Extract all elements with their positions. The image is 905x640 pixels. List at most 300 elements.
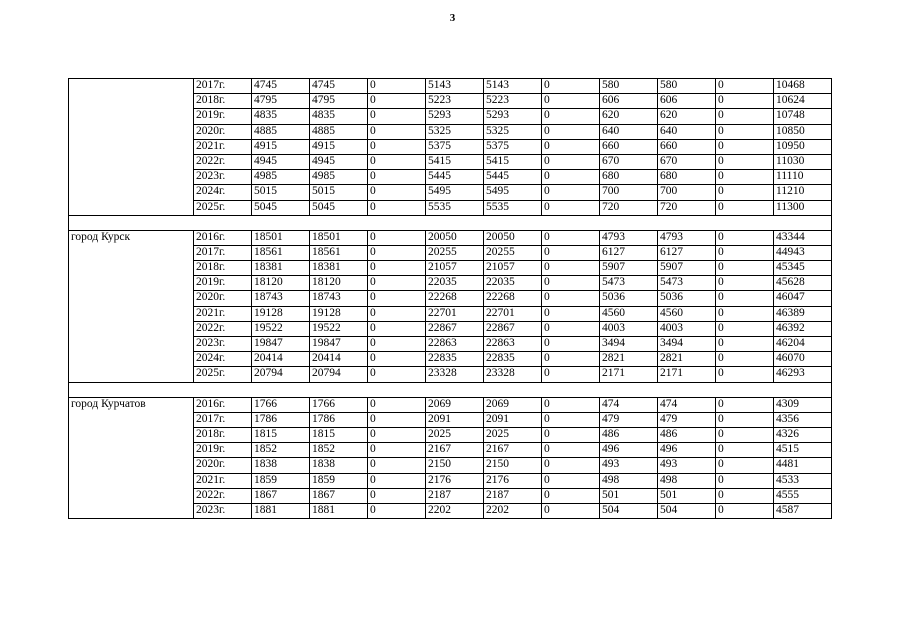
- value-cell: 4985: [310, 170, 368, 185]
- value-cell: 5036: [658, 291, 716, 306]
- value-cell: 0: [368, 503, 426, 518]
- value-cell: 22035: [426, 276, 484, 291]
- value-cell: 680: [658, 170, 716, 185]
- value-cell: 4326: [774, 427, 832, 442]
- value-cell: 18743: [252, 291, 310, 306]
- table-row: [69, 139, 832, 154]
- value-cell: 700: [658, 185, 716, 200]
- value-cell: 22867: [484, 321, 542, 336]
- value-cell: 0: [542, 245, 600, 260]
- value-cell: 19522: [310, 321, 368, 336]
- value-cell: 0: [368, 367, 426, 382]
- value-cell: 19128: [252, 306, 310, 321]
- value-cell: 4533: [774, 473, 832, 488]
- value-cell: 1859: [310, 473, 368, 488]
- value-cell: 22835: [426, 352, 484, 367]
- group-separator-row: [69, 215, 832, 230]
- value-cell: 496: [600, 443, 658, 458]
- value-cell: 1838: [310, 458, 368, 473]
- year-cell: 2023г.: [194, 170, 252, 185]
- value-cell: 0: [542, 321, 600, 336]
- year-cell: 2018г.: [194, 261, 252, 276]
- value-cell: 0: [716, 124, 774, 139]
- value-cell: 700: [600, 185, 658, 200]
- value-cell: 4560: [600, 306, 658, 321]
- year-cell: 2017г.: [194, 79, 252, 94]
- value-cell: 660: [658, 139, 716, 154]
- value-cell: 0: [368, 352, 426, 367]
- value-cell: 22035: [484, 276, 542, 291]
- value-cell: 5223: [426, 94, 484, 109]
- table-body: [69, 79, 832, 519]
- table-row: [69, 503, 832, 518]
- value-cell: 5473: [600, 276, 658, 291]
- value-cell: 0: [368, 79, 426, 94]
- table-row: [69, 230, 832, 245]
- value-cell: 4560: [658, 306, 716, 321]
- value-cell: 5445: [484, 170, 542, 185]
- value-cell: 2202: [484, 503, 542, 518]
- value-cell: 20255: [484, 245, 542, 260]
- value-cell: 498: [600, 473, 658, 488]
- value-cell: 4835: [252, 109, 310, 124]
- value-cell: 0: [542, 473, 600, 488]
- value-cell: 5495: [484, 185, 542, 200]
- year-cell: 2016г.: [194, 230, 252, 245]
- value-cell: 5325: [484, 124, 542, 139]
- value-cell: 1859: [252, 473, 310, 488]
- region-cell: [69, 321, 194, 336]
- value-cell: 0: [716, 488, 774, 503]
- value-cell: 4945: [252, 154, 310, 169]
- table-row: [69, 291, 832, 306]
- value-cell: 0: [716, 139, 774, 154]
- table-row: [69, 79, 832, 94]
- value-cell: 0: [542, 124, 600, 139]
- value-cell: 22268: [426, 291, 484, 306]
- year-cell: 2019г.: [194, 443, 252, 458]
- value-cell: 1766: [252, 397, 310, 412]
- value-cell: 0: [716, 109, 774, 124]
- value-cell: 0: [716, 261, 774, 276]
- value-cell: 0: [716, 352, 774, 367]
- value-cell: 0: [542, 200, 600, 215]
- value-cell: 493: [658, 458, 716, 473]
- value-cell: 0: [716, 154, 774, 169]
- region-cell: [69, 276, 194, 291]
- year-cell: 2017г.: [194, 245, 252, 260]
- value-cell: 0: [716, 397, 774, 412]
- region-cell: [69, 443, 194, 458]
- value-cell: 0: [368, 230, 426, 245]
- value-cell: 4745: [310, 79, 368, 94]
- value-cell: 1766: [310, 397, 368, 412]
- value-cell: 43344: [774, 230, 832, 245]
- value-cell: 1786: [310, 412, 368, 427]
- value-cell: 486: [600, 427, 658, 442]
- value-cell: 0: [542, 443, 600, 458]
- value-cell: 5045: [310, 200, 368, 215]
- year-cell: 2023г.: [194, 337, 252, 352]
- value-cell: 22863: [426, 337, 484, 352]
- value-cell: 4795: [310, 94, 368, 109]
- value-cell: 11030: [774, 154, 832, 169]
- value-cell: 0: [368, 397, 426, 412]
- value-cell: 670: [600, 154, 658, 169]
- year-cell: 2018г.: [194, 94, 252, 109]
- value-cell: 20050: [484, 230, 542, 245]
- table-row: [69, 276, 832, 291]
- value-cell: 21057: [484, 261, 542, 276]
- value-cell: 5445: [426, 170, 484, 185]
- value-cell: 2150: [426, 458, 484, 473]
- region-cell: [69, 352, 194, 367]
- value-cell: 18561: [310, 245, 368, 260]
- value-cell: 2069: [484, 397, 542, 412]
- value-cell: 19847: [252, 337, 310, 352]
- year-cell: 2025г.: [194, 200, 252, 215]
- table-row: [69, 443, 832, 458]
- value-cell: 46070: [774, 352, 832, 367]
- value-cell: 19522: [252, 321, 310, 336]
- value-cell: 0: [716, 503, 774, 518]
- table-row: [69, 473, 832, 488]
- value-cell: 46392: [774, 321, 832, 336]
- value-cell: 0: [716, 367, 774, 382]
- value-cell: 3494: [600, 337, 658, 352]
- value-cell: 2150: [484, 458, 542, 473]
- region-cell: [69, 139, 194, 154]
- value-cell: 10468: [774, 79, 832, 94]
- table-row: [69, 337, 832, 352]
- value-cell: 0: [542, 458, 600, 473]
- region-cell: [69, 337, 194, 352]
- value-cell: 20414: [310, 352, 368, 367]
- value-cell: 0: [368, 473, 426, 488]
- value-cell: 0: [368, 200, 426, 215]
- region-cell: город Курск: [69, 230, 194, 245]
- value-cell: 0: [368, 261, 426, 276]
- value-cell: 18743: [310, 291, 368, 306]
- value-cell: 5495: [426, 185, 484, 200]
- year-cell: 2022г.: [194, 488, 252, 503]
- value-cell: 0: [542, 185, 600, 200]
- value-cell: 0: [368, 412, 426, 427]
- value-cell: 4795: [252, 94, 310, 109]
- value-cell: 11210: [774, 185, 832, 200]
- value-cell: 0: [716, 276, 774, 291]
- value-cell: 4515: [774, 443, 832, 458]
- value-cell: 20414: [252, 352, 310, 367]
- table-row: [69, 458, 832, 473]
- table-row: [69, 367, 832, 382]
- value-cell: 0: [716, 443, 774, 458]
- value-cell: 18120: [252, 276, 310, 291]
- value-cell: 5143: [426, 79, 484, 94]
- value-cell: 0: [542, 109, 600, 124]
- value-cell: 660: [600, 139, 658, 154]
- value-cell: 5535: [484, 200, 542, 215]
- value-cell: 22867: [426, 321, 484, 336]
- value-cell: 680: [600, 170, 658, 185]
- value-cell: 2187: [426, 488, 484, 503]
- value-cell: 4885: [252, 124, 310, 139]
- value-cell: 0: [368, 427, 426, 442]
- value-cell: 20050: [426, 230, 484, 245]
- value-cell: 2821: [658, 352, 716, 367]
- region-cell: [69, 200, 194, 215]
- year-cell: 2025г.: [194, 367, 252, 382]
- value-cell: 0: [368, 337, 426, 352]
- value-cell: 18381: [310, 261, 368, 276]
- value-cell: 0: [716, 170, 774, 185]
- region-cell: [69, 94, 194, 109]
- value-cell: 4745: [252, 79, 310, 94]
- value-cell: 5015: [252, 185, 310, 200]
- table-row: [69, 488, 832, 503]
- year-cell: 2024г.: [194, 352, 252, 367]
- value-cell: 479: [658, 412, 716, 427]
- value-cell: 2025: [426, 427, 484, 442]
- separator-cell: [69, 215, 832, 230]
- value-cell: 0: [716, 94, 774, 109]
- value-cell: 640: [658, 124, 716, 139]
- value-cell: 504: [600, 503, 658, 518]
- value-cell: 486: [658, 427, 716, 442]
- value-cell: 5473: [658, 276, 716, 291]
- value-cell: 0: [716, 185, 774, 200]
- value-cell: 0: [542, 503, 600, 518]
- value-cell: 18381: [252, 261, 310, 276]
- value-cell: 20255: [426, 245, 484, 260]
- value-cell: 1852: [252, 443, 310, 458]
- value-cell: 606: [658, 94, 716, 109]
- value-cell: 11300: [774, 200, 832, 215]
- value-cell: 19847: [310, 337, 368, 352]
- table-row: [69, 306, 832, 321]
- value-cell: 0: [368, 291, 426, 306]
- value-cell: 640: [600, 124, 658, 139]
- region-cell: [69, 427, 194, 442]
- value-cell: 5045: [252, 200, 310, 215]
- region-cell: [69, 154, 194, 169]
- value-cell: 23328: [426, 367, 484, 382]
- value-cell: 2091: [484, 412, 542, 427]
- value-cell: 46204: [774, 337, 832, 352]
- value-cell: 1867: [310, 488, 368, 503]
- value-cell: 0: [542, 306, 600, 321]
- value-cell: 2091: [426, 412, 484, 427]
- value-cell: 0: [542, 79, 600, 94]
- value-cell: 22863: [484, 337, 542, 352]
- value-cell: 10850: [774, 124, 832, 139]
- value-cell: 46047: [774, 291, 832, 306]
- value-cell: 5375: [484, 139, 542, 154]
- year-cell: 2022г.: [194, 154, 252, 169]
- value-cell: 5293: [426, 109, 484, 124]
- value-cell: 580: [600, 79, 658, 94]
- value-cell: 18501: [252, 230, 310, 245]
- value-cell: 0: [542, 337, 600, 352]
- table-row: [69, 245, 832, 260]
- value-cell: 474: [658, 397, 716, 412]
- region-cell: [69, 412, 194, 427]
- value-cell: 0: [716, 427, 774, 442]
- value-cell: 0: [542, 261, 600, 276]
- value-cell: 493: [600, 458, 658, 473]
- value-cell: 18561: [252, 245, 310, 260]
- value-cell: 20794: [252, 367, 310, 382]
- value-cell: 0: [542, 170, 600, 185]
- value-cell: 10950: [774, 139, 832, 154]
- value-cell: 4003: [600, 321, 658, 336]
- value-cell: 1815: [310, 427, 368, 442]
- value-cell: 4945: [310, 154, 368, 169]
- table-row: [69, 154, 832, 169]
- value-cell: 2176: [484, 473, 542, 488]
- value-cell: 5415: [426, 154, 484, 169]
- value-cell: 18120: [310, 276, 368, 291]
- value-cell: 19128: [310, 306, 368, 321]
- value-cell: 0: [716, 337, 774, 352]
- value-cell: 4835: [310, 109, 368, 124]
- value-cell: 0: [368, 443, 426, 458]
- value-cell: 4793: [600, 230, 658, 245]
- value-cell: 4985: [252, 170, 310, 185]
- value-cell: 10624: [774, 94, 832, 109]
- value-cell: 6127: [658, 245, 716, 260]
- value-cell: 0: [716, 79, 774, 94]
- region-cell: [69, 306, 194, 321]
- value-cell: 504: [658, 503, 716, 518]
- region-cell: [69, 367, 194, 382]
- value-cell: 18501: [310, 230, 368, 245]
- value-cell: 2167: [484, 443, 542, 458]
- value-cell: 2069: [426, 397, 484, 412]
- value-cell: 0: [368, 488, 426, 503]
- region-cell: [69, 291, 194, 306]
- value-cell: 11110: [774, 170, 832, 185]
- value-cell: 0: [542, 367, 600, 382]
- value-cell: 2176: [426, 473, 484, 488]
- value-cell: 20794: [310, 367, 368, 382]
- table-row: [69, 397, 832, 412]
- value-cell: 0: [368, 124, 426, 139]
- value-cell: 580: [658, 79, 716, 94]
- year-cell: 2023г.: [194, 503, 252, 518]
- value-cell: 0: [542, 94, 600, 109]
- value-cell: 0: [542, 488, 600, 503]
- value-cell: 4356: [774, 412, 832, 427]
- value-cell: 4309: [774, 397, 832, 412]
- value-cell: 1838: [252, 458, 310, 473]
- region-cell: [69, 488, 194, 503]
- value-cell: 5143: [484, 79, 542, 94]
- region-cell: [69, 79, 194, 94]
- value-cell: 0: [716, 458, 774, 473]
- value-cell: 0: [542, 412, 600, 427]
- value-cell: 22701: [484, 306, 542, 321]
- year-cell: 2018г.: [194, 427, 252, 442]
- value-cell: 5375: [426, 139, 484, 154]
- value-cell: 5907: [658, 261, 716, 276]
- table-row: [69, 321, 832, 336]
- table-row: [69, 352, 832, 367]
- value-cell: 5293: [484, 109, 542, 124]
- value-cell: 2171: [658, 367, 716, 382]
- value-cell: 45628: [774, 276, 832, 291]
- table-row: [69, 94, 832, 109]
- year-cell: 2020г.: [194, 124, 252, 139]
- year-cell: 2019г.: [194, 109, 252, 124]
- value-cell: 0: [542, 397, 600, 412]
- value-cell: 4885: [310, 124, 368, 139]
- value-cell: 620: [658, 109, 716, 124]
- year-cell: 2021г.: [194, 306, 252, 321]
- value-cell: 0: [368, 94, 426, 109]
- value-cell: 1786: [252, 412, 310, 427]
- value-cell: 1881: [252, 503, 310, 518]
- table-row: [69, 427, 832, 442]
- value-cell: 5223: [484, 94, 542, 109]
- value-cell: 606: [600, 94, 658, 109]
- value-cell: 474: [600, 397, 658, 412]
- value-cell: 5036: [600, 291, 658, 306]
- value-cell: 23328: [484, 367, 542, 382]
- year-cell: 2020г.: [194, 458, 252, 473]
- value-cell: 5907: [600, 261, 658, 276]
- value-cell: 22701: [426, 306, 484, 321]
- value-cell: 0: [368, 458, 426, 473]
- value-cell: 0: [542, 427, 600, 442]
- value-cell: 0: [542, 139, 600, 154]
- value-cell: 2171: [600, 367, 658, 382]
- value-cell: 3494: [658, 337, 716, 352]
- value-cell: 0: [368, 139, 426, 154]
- value-cell: 4003: [658, 321, 716, 336]
- value-cell: 21057: [426, 261, 484, 276]
- value-cell: 0: [716, 230, 774, 245]
- value-cell: 22268: [484, 291, 542, 306]
- table-row: [69, 200, 832, 215]
- table-row: [69, 185, 832, 200]
- value-cell: 0: [542, 276, 600, 291]
- value-cell: 496: [658, 443, 716, 458]
- value-cell: 0: [368, 154, 426, 169]
- value-cell: 2167: [426, 443, 484, 458]
- year-cell: 2021г.: [194, 473, 252, 488]
- value-cell: 5015: [310, 185, 368, 200]
- value-cell: 1881: [310, 503, 368, 518]
- value-cell: 2821: [600, 352, 658, 367]
- value-cell: 501: [658, 488, 716, 503]
- value-cell: 6127: [600, 245, 658, 260]
- value-cell: 0: [368, 109, 426, 124]
- value-cell: 498: [658, 473, 716, 488]
- table-row: [69, 412, 832, 427]
- value-cell: 0: [716, 321, 774, 336]
- value-cell: 620: [600, 109, 658, 124]
- value-cell: 1815: [252, 427, 310, 442]
- value-cell: 720: [600, 200, 658, 215]
- year-cell: 2022г.: [194, 321, 252, 336]
- value-cell: 22835: [484, 352, 542, 367]
- year-cell: 2020г.: [194, 291, 252, 306]
- value-cell: 1852: [310, 443, 368, 458]
- value-cell: 0: [716, 245, 774, 260]
- value-cell: 1867: [252, 488, 310, 503]
- value-cell: 4915: [310, 139, 368, 154]
